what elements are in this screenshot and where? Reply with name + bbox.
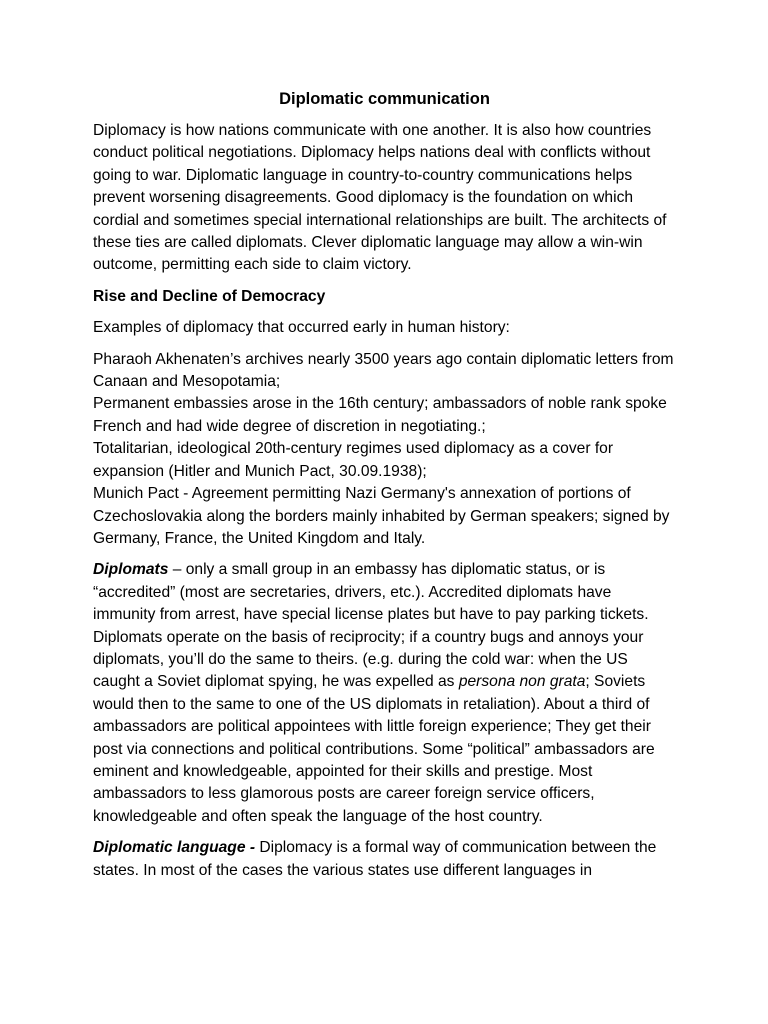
- language-paragraph: [93, 837, 676, 882]
- example-item: Munich Pact - Agreement permitting Nazi Germany's annexation of portions of Czechoslovakia along the borders mainly inhabited by German speakers; signed by Germany, France, the United Kingdom and Italy.: [93, 485, 670, 547]
- diplomats-term: Diplomats: [93, 561, 169, 579]
- diplomats-text-before: – only a small group in an embassy has diplomatic status, or is “accredited” (most are secretaries, drivers, etc.). Accredited diplomats have immunity from arrest, have special license plates but have to pay parking tickets. Diplomats operate on the basis of reciprocity; if a country bugs and annoys your diplomats, you’ll do the same to theirs. (e.g. during the cold war: when the US caught a Soviet diplomat spying, he was expelled as: [93, 561, 649, 691]
- example-item: Permanent embassies arose in the 16th century; ambassadors of noble rank spoke French and had wide degree of discretion in negotiating.;: [93, 395, 667, 435]
- examples-list: [93, 349, 676, 551]
- document-title: Diplomatic communication: [279, 90, 490, 108]
- diplomats-text-after: ; Soviets would then to the same to one of the US diplomats in retaliation). About a third of ambassadors are political appointees with little foreign experience; They get their post via connections and political contributions. Some “political” ambassadors are eminent and knowledgeable, appointed for their skills and prestige. Most ambassadors to less glamorous posts are career foreign service officers, knowledgeable and often speak the language of the host country.: [93, 673, 655, 825]
- section-heading: Rise and Decline of Democracy: [93, 287, 326, 305]
- diplomats-italic-phrase: persona non grata: [458, 673, 586, 691]
- examples-intro: Examples of diplomacy that occurred early in human history:: [93, 319, 510, 337]
- diplomats-paragraph: [93, 559, 676, 828]
- language-text: Diplomacy is a formal way of communication between the states. In most of the cases the various states use different languages in: [93, 839, 657, 879]
- example-item: Pharaoh Akhenaten’s archives nearly 3500 years ago contain diplomatic letters from Canaan and Mesopotamia;: [93, 350, 674, 391]
- intro-paragraph: Diplomacy is how nations communicate with one another. It is also how countries conduct political negotiations. Diplomacy helps nations deal with conflicts without going to war. Diplomatic language in country-to-country communications helps prevent worsening disagreements. Good diplomacy is the foundation on which cordial and sometimes special international relationships are built. The architects of these ties are called diplomats. Clever diplomatic language may allow a win-win outcome, permitting each side to claim victory.: [93, 122, 667, 274]
- example-item: Totalitarian, ideological 20th-century regimes used diplomacy as a cover for expansion (Hitler and Munich Pact, 30.09.1938);: [93, 440, 614, 480]
- language-term: Diplomatic language -: [93, 839, 256, 857]
